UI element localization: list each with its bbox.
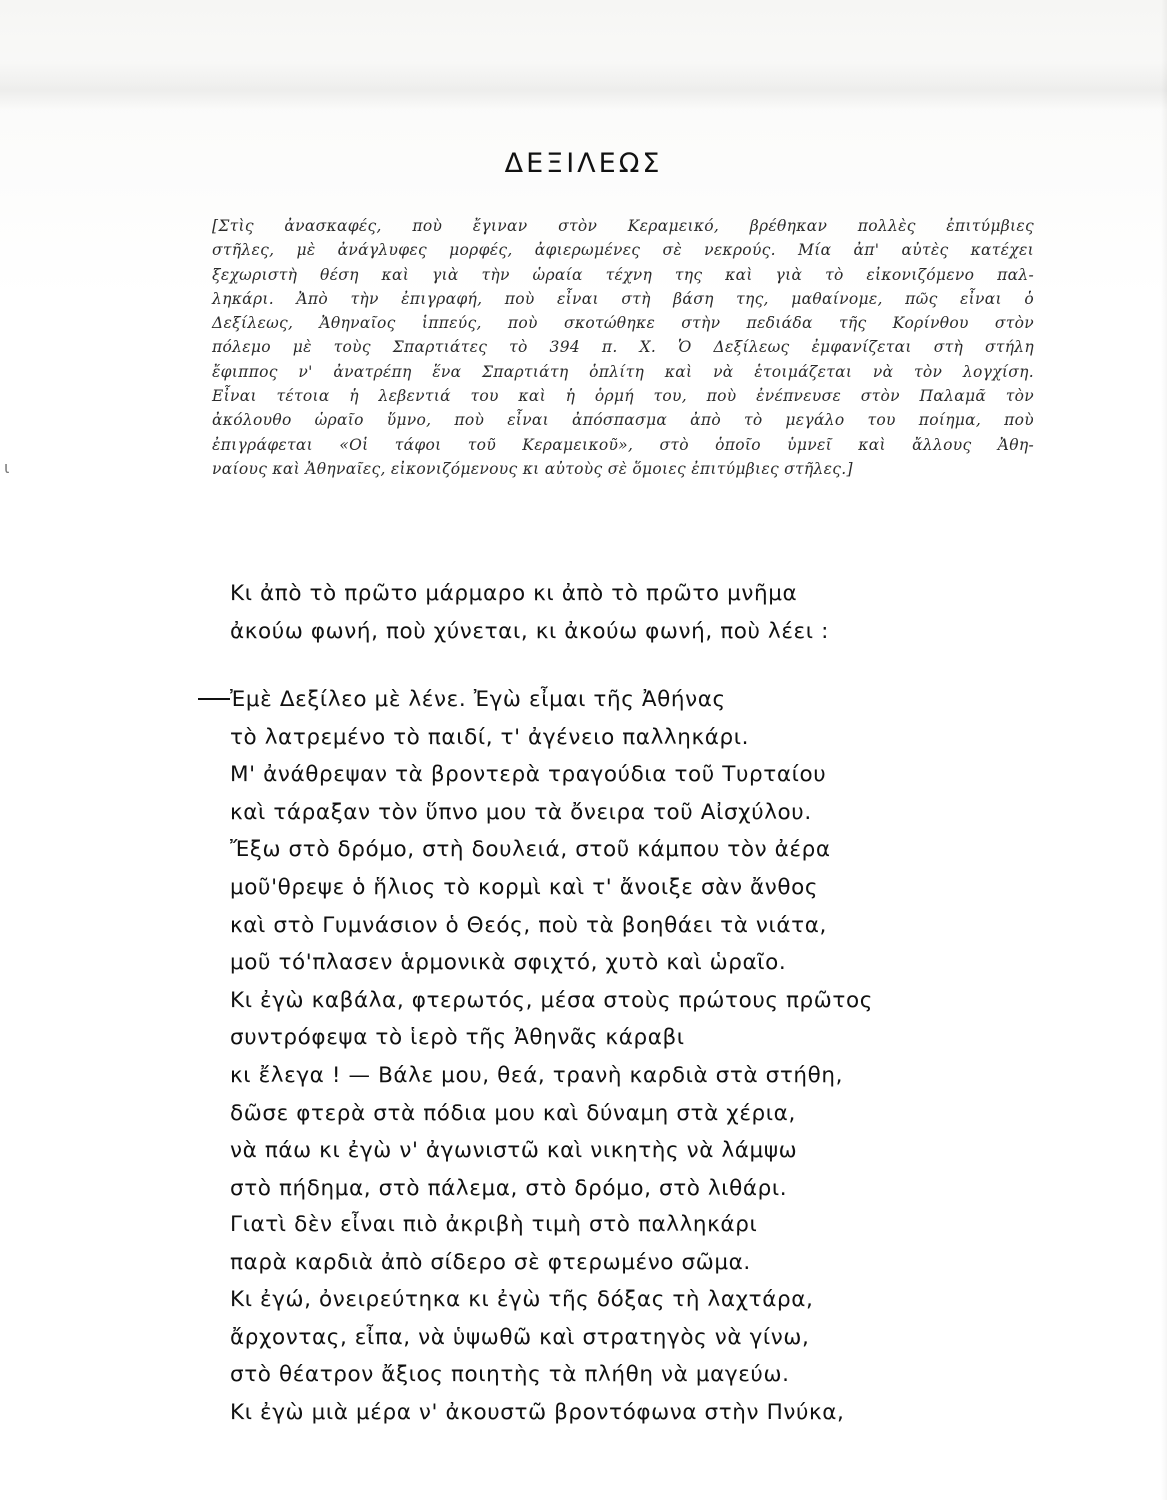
intro-line: ξεχωριστὴ θέση καὶ γιὰ τὴν ὡραία τέχνη της καὶ γιὰ τὸ εἰκονιζόμενο παλ- — [212, 265, 1034, 284]
verse-line: Κι ἐγὼ μιὰ μέρα ν' ἀκουστῶ βροντόφωνα στὴν Πνύκα, — [230, 1399, 845, 1425]
verse-line: Κι ἐγὼ καβάλα, φτερωτός, μέσα στοὺς πρώτους πρῶτος — [230, 987, 873, 1013]
intro-line: ληκάρι. Ἀπὸ τὴν ἐπιγραφή, ποὺ εἶναι στὴ βάση της, μαθαίνομε, πῶς εἶναι ὁ — [212, 289, 1034, 308]
poem-stanza-3 — [230, 1206, 844, 1432]
bleed-through-shadow — [0, 60, 1167, 110]
intro-line: ναίους καὶ Ἀθηναῖες, εἰκονιζόμενους κι αὐτοὺς σὲ ὅμοιες ἐπιτύμβιες στῆλες.] — [212, 459, 853, 478]
poem-title: ΔΕΞΙΛΕΩΣ — [504, 148, 663, 179]
verse-line: συντρόφεψα τὸ ἱερὸ τῆς Ἀθηνᾶς κάραβι — [230, 1025, 685, 1051]
verse-line: κι ἔλεγα ! — Βάλε μου, θεά, τρανὴ καρδιὰ στὰ στήθη, — [230, 1062, 844, 1088]
verse-line: μοῦ'θρεψε ὁ ἥλιος τὸ κορμὶ καὶ τ' ἄνοιξε σὰν ἄνθος — [230, 874, 819, 900]
verse-line: Ἔξω στὸ δρόμο, στὴ δουλειά, στοῦ κάμπου τὸν ἀέρα — [230, 837, 831, 863]
poem-stanza-2 — [230, 681, 873, 1207]
intro-line: ἐπιγράφεται «Οἱ τάφοι τοῦ Κεραμεικοῦ», στὸ ὁποῖο ὑμνεῖ καὶ ἄλλους Ἀθη- — [212, 435, 1034, 454]
verse-line: μοῦ τό'πλασεν ἁρμονικὰ σφιχτό, χυτὸ καὶ ὡραῖο. — [230, 950, 787, 976]
verse-line: τὸ λατρεμένο τὸ παιδί, τ' ἀγένειο παλληκάρι. — [230, 724, 750, 750]
verse-line: καὶ στὸ Γυμνάσιον ὁ Θεός, ποὺ τὰ βοηθάει τὰ νιάτα, — [230, 912, 827, 938]
verse-line: Κι ἀπὸ τὸ πρῶτο μάρμαρο κι ἀπὸ τὸ πρῶτο μνῆμα — [230, 581, 798, 606]
verse-line: στὸ θέατρον ἄξιος ποιητὴς τὰ πλήθη νὰ μαγεύω. — [230, 1362, 790, 1388]
verse-line: παρὰ καρδιὰ ἀπὸ σίδερο σὲ φτερωμένο σῶμα. — [230, 1249, 751, 1275]
intro-note — [212, 214, 1034, 481]
intro-line: Δεξίλεως, Ἀθηναῖος ἱππεύς, ποὺ σκοτώθηκε στὴν πεδιάδα τῆς Κορίνθου στὸν — [212, 314, 1034, 333]
intro-line: ἔφιππος ν' ἀνατρέπη ἕνα Σπαρτιάτη ὁπλίτη καὶ νὰ ἑτοιμάζεται νὰ τὸν λογχίση. — [212, 362, 1034, 381]
verse-line: Γιατὶ δὲν εἶναι πιὸ ἀκριβὴ τιμὴ στὸ παλληκάρι — [230, 1212, 758, 1237]
intro-line: πόλεμο μὲ τοὺς Σπαρτιάτες τὸ 394 π. Χ. Ὁ Δεξίλεως ἐμφανίζεται στὴ στήλη — [212, 338, 1034, 357]
intro-line: ἀκόλουθο ὡραῖο ὕμνο, ποὺ εἶναι ἀπόσπασμα ἀπὸ τὸ μεγάλο του ποίημα, ποὺ — [212, 411, 1034, 430]
margin-mark: ι — [4, 458, 10, 477]
page-edge-shadow — [1161, 0, 1167, 1500]
intro-line: [Στὶς ἀνασκαφές, ποὺ ἔγιναν στὸν Κεραμεικό, βρέθηκαν πολλὲς ἐπιτύμβιες — [212, 217, 1034, 235]
verse-line: Κι ἐγώ, ὀνειρεύτηκα κι ἐγὼ τῆς δόξας τὴ λαχτάρα, — [230, 1287, 814, 1313]
poem-stanza-1 — [230, 575, 829, 650]
verse-line: στὸ πήδημα, στὸ πάλεμα, στὸ δρόμο, στὸ λιθάρι. — [230, 1175, 788, 1201]
speech-dash — [198, 698, 230, 700]
intro-line: στῆλες, μὲ ἀνάγλυφες μορφές, ἀφιερωμένες σὲ νεκρούς. Μία ἀπ' αὐτὲς κατέχει — [212, 241, 1034, 260]
verse-line: ἀκούω φωνή, ποὺ χύνεται, κι ἀκούω φωνή, ποὺ λέει : — [230, 618, 829, 644]
verse-line: δῶσε φτερὰ στὰ πόδια μου καὶ δύναμη στὰ χέρια, — [230, 1100, 796, 1126]
verse-line: Ἐμὲ Δεξίλεο μὲ λένε. Ἐγὼ εἶμαι τῆς Ἀθήνας — [230, 687, 726, 712]
intro-line: Εἶναι τέτοια ἡ λεβεντιά του καὶ ἡ ὁρμή του, ποὺ ἐνέπνευσε στὸν Παλαμᾶ τὸν — [212, 387, 1034, 406]
verse-line: νὰ πάω κι ἐγὼ ν' ἀγωνιστῶ καὶ νικητὴς νὰ λάμψω — [230, 1138, 798, 1164]
verse-line: Μ' ἀνάθρεψαν τὰ βροντερὰ τραγούδια τοῦ Τυρταίου — [230, 762, 827, 788]
verse-line: ἄρχοντας, εἶπα, νὰ ὑψωθῶ καὶ στρατηγὸς νὰ γίνω, — [230, 1324, 810, 1350]
verse-line: καὶ τάραξαν τὸν ὕπνο μου τὰ ὄνειρα τοῦ Αἰσχύλου. — [230, 799, 812, 825]
